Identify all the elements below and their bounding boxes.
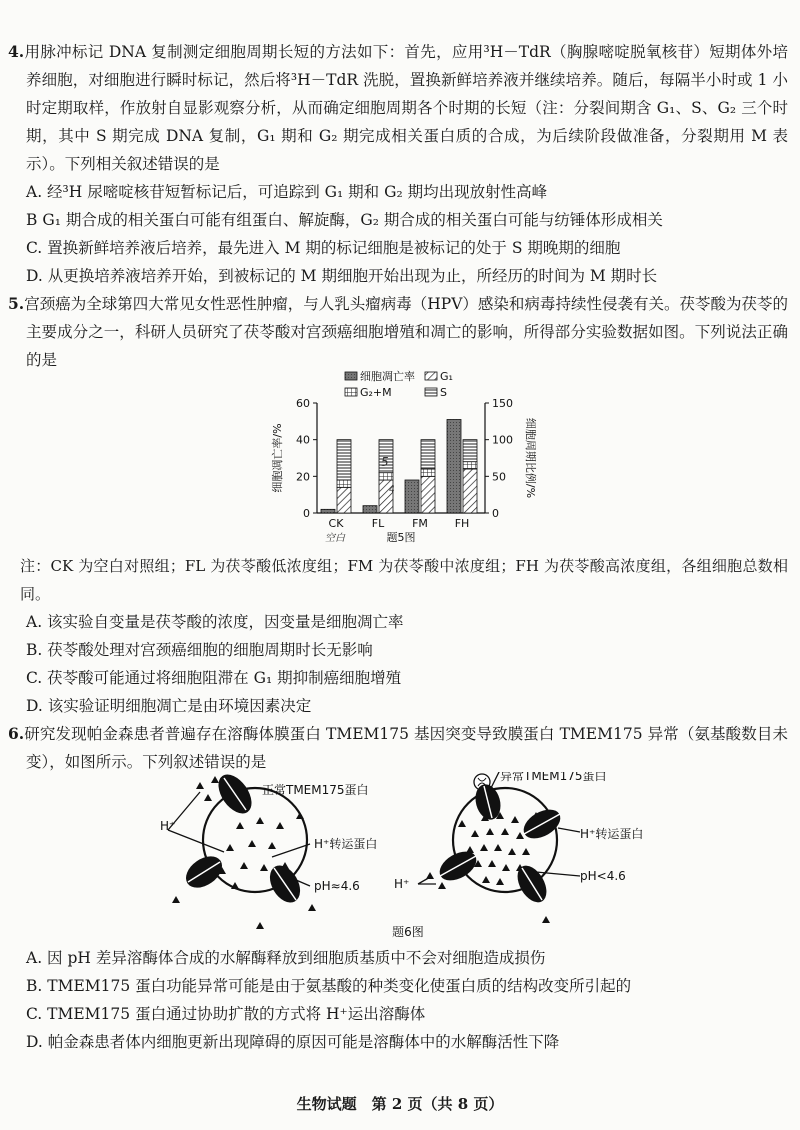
question-6-option-c[interactable]: C. TMEM175 蛋白通过协助扩散的方式将 H⁺运出溶酶体 bbox=[26, 1005, 426, 1023]
legend-label-0: 细胞凋亡率 bbox=[360, 370, 415, 383]
legend-swatch-0 bbox=[345, 372, 357, 380]
x-tick-label-FL: FL bbox=[371, 517, 385, 530]
bar-G₂+M-FM bbox=[421, 469, 435, 476]
y-axis-label-right: 细胞周期比例/% bbox=[524, 417, 537, 499]
figure-6-diagram bbox=[160, 772, 680, 942]
left-tick-label: 0 bbox=[303, 507, 310, 520]
left-tick-label: 40 bbox=[296, 433, 310, 447]
bar-S-CK bbox=[337, 440, 351, 480]
left-tick-label: 60 bbox=[296, 397, 310, 410]
legend-swatch-1 bbox=[425, 372, 437, 380]
chart-axes bbox=[270, 397, 538, 520]
transporter-label-left: H⁺转运蛋白 bbox=[314, 837, 378, 851]
legend-label-3: S bbox=[440, 386, 447, 399]
figure-6-caption: 题6图 bbox=[392, 925, 424, 939]
question-5 bbox=[8, 290, 788, 374]
page-footer: 生物试题 第 2 页（共 8 页） bbox=[296, 1095, 504, 1113]
legend-swatch-3 bbox=[425, 388, 437, 396]
x-tick-label-FH: FH bbox=[454, 517, 470, 530]
bar-G₁-CK bbox=[337, 487, 351, 513]
bar-G₁-FM bbox=[421, 476, 435, 513]
bar-G₂+M-CK bbox=[337, 480, 351, 487]
bar-G₁-FH bbox=[463, 469, 477, 513]
question-5-continued bbox=[8, 552, 788, 720]
question-4-text: 用脉冲标记 DNA 复制测定细胞周期长短的方法如下：首先，应用³H－TdR（胸腺嘧啶脱氧核苷）短期体外培养细胞，对细胞进行瞬时标记，然后将³H－TdR 洗脱，置换新鲜培养液并继续培养。随后，每隔半小时或 1 小时定期取样，作放射自显影观察分析，从而确定细胞周期各个时期的长短（注：分裂间期含 G₁、S、G₂ 三个时期，其中 S 期完成 DNA 复制，G₁ 期和 G₂ 期完成相关蛋白质的合成，为后续阶段做准备，分裂期用 M 表示）。下列相关叙述错误的是 bbox=[24, 43, 788, 173]
h-ion-label-left: H⁺ bbox=[160, 819, 176, 833]
x-tick-label-CK: CK bbox=[328, 517, 344, 530]
question-6-stem bbox=[8, 720, 788, 776]
right-tick-label: 0 bbox=[492, 507, 499, 520]
transporter-label-right: H⁺转运蛋白 bbox=[580, 827, 644, 841]
lysosome-diagram bbox=[160, 772, 680, 942]
chart-title: 题5图 bbox=[386, 531, 416, 544]
handwritten-note-blank: 空白 bbox=[325, 533, 345, 544]
question-6-option-b[interactable]: B. TMEM175 蛋白功能异常可能是由于氨基酸的种类变化使蛋白质的结构改变所引起的 bbox=[26, 977, 632, 995]
question-5-option-b[interactable]: B. 茯苓酸处理对宫颈癌细胞的细胞周期时长无影响 bbox=[26, 641, 373, 659]
question-5-stem bbox=[8, 290, 788, 374]
question-6 bbox=[8, 720, 788, 776]
normal-protein-label: 正常TMEM175蛋白 bbox=[262, 783, 369, 797]
right-tick-label: 100 bbox=[492, 433, 513, 447]
chart-bars bbox=[321, 420, 477, 514]
question-4-option-d[interactable]: D. 从更换培养液培养开始，到被标记的 M 期细胞开始出现为止，所经历的时间为 M 期时长 bbox=[26, 267, 658, 285]
chart-legend bbox=[345, 369, 453, 399]
chart-svg bbox=[255, 368, 555, 548]
question-4-option-a[interactable]: A. 经³H 尿嘧啶核苷短暂标记后，可追踪到 G₁ 期和 G₂ 期均出现放射性高峰 bbox=[26, 183, 548, 201]
bar-G₂+M-FH bbox=[463, 462, 477, 469]
question-5-number: 5. bbox=[8, 294, 25, 313]
bar-S-FM bbox=[421, 440, 435, 469]
bar-apoptosis-CK bbox=[321, 509, 335, 513]
bar-apoptosis-FH bbox=[447, 420, 461, 514]
question-6-option-a[interactable]: A. 因 pH 差异溶酶体合成的水解酶释放到细胞质基质中不会对细胞造成损伤 bbox=[26, 949, 546, 967]
abnormal-protein-label: 异常TMEM175蛋白 bbox=[500, 772, 607, 783]
left-tick-label: 20 bbox=[296, 470, 310, 484]
question-4-stem bbox=[8, 38, 788, 178]
y-axis-label-left: 细胞凋亡率/% bbox=[271, 423, 284, 493]
legend-label-1: G₁ bbox=[440, 370, 453, 383]
handwritten-mark-5: 5 bbox=[381, 455, 389, 469]
question-4-option-c[interactable]: C. 置换新鲜培养液后培养，最先进入 M 期的标记细胞是被标记的处于 S 期晚期的细胞 bbox=[26, 239, 621, 257]
question-5-option-a[interactable]: A. 该实验自变量是茯苓酸的浓度，因变量是细胞凋亡率 bbox=[26, 613, 404, 631]
bar-apoptosis-FM bbox=[405, 480, 419, 513]
legend-swatch-2 bbox=[345, 388, 357, 396]
abnormal-lysosome bbox=[394, 772, 643, 923]
x-tick-label-FM: FM bbox=[412, 517, 428, 530]
ph-label-right: pH<4.6 bbox=[580, 869, 626, 883]
question-6-option-d[interactable]: D. 帕金森患者体内细胞更新出现障碍的原因可能是溶酶体中的水解酶活性下降 bbox=[26, 1033, 560, 1051]
normal-lysosome bbox=[160, 772, 377, 929]
legend-label-2: G₂+M bbox=[360, 386, 392, 399]
handwritten-mark-4: 4 bbox=[389, 485, 395, 495]
right-tick-label: 50 bbox=[492, 470, 506, 484]
question-6-text: 研究发现帕金森患者普遍存在溶酶体膜蛋白 TMEM175 基因突变导致膜蛋白 TMEM175 异常（氨基酸数目未变），如图所示。下列叙述错误的是 bbox=[24, 725, 788, 771]
question-4-option-b[interactable]: B G₁ 期合成的相关蛋白可能有组蛋白、解旋酶，G₂ 期合成的相关蛋白可能与纺锤体形成相关 bbox=[26, 211, 663, 229]
h-ion-label-right: H⁺ bbox=[394, 877, 410, 891]
question-5-option-d[interactable]: D. 该实验证明细胞凋亡是由环境因素决定 bbox=[26, 697, 312, 715]
bar-S-FH bbox=[463, 440, 477, 462]
question-6-number: 6. bbox=[8, 724, 25, 743]
question-5-option-c[interactable]: C. 茯苓酸可能通过将细胞阻滞在 G₁ 期抑制癌细胞增殖 bbox=[26, 669, 402, 687]
question-6-options bbox=[8, 944, 788, 1056]
question-5-text: 宫颈癌为全球第四大常见女性恶性肿瘤，与人乳头瘤病毒（HPV）感染和病毒持续性侵袭有关。茯苓酸为茯苓的主要成分之一，科研人员研究了茯苓酸对宫颈癌细胞增殖和凋亡的影响，所得部分实验数据如图。下列说法正确的是 bbox=[24, 295, 788, 369]
question-4-number: 4. bbox=[8, 42, 25, 61]
bar-G₂+M-FL bbox=[379, 473, 393, 480]
question-4 bbox=[8, 38, 788, 290]
bar-apoptosis-FL bbox=[363, 506, 377, 513]
right-tick-label: 150 bbox=[492, 397, 513, 410]
figure-5-chart bbox=[255, 368, 555, 548]
ph-label-left: pH≈4.6 bbox=[314, 879, 360, 893]
question-5-note: 注：CK 为空白对照组；FL 为茯苓酸低浓度组；FM 为茯苓酸中浓度组；FH 为茯苓酸高浓度组，各组细胞总数相同。 bbox=[20, 557, 788, 603]
